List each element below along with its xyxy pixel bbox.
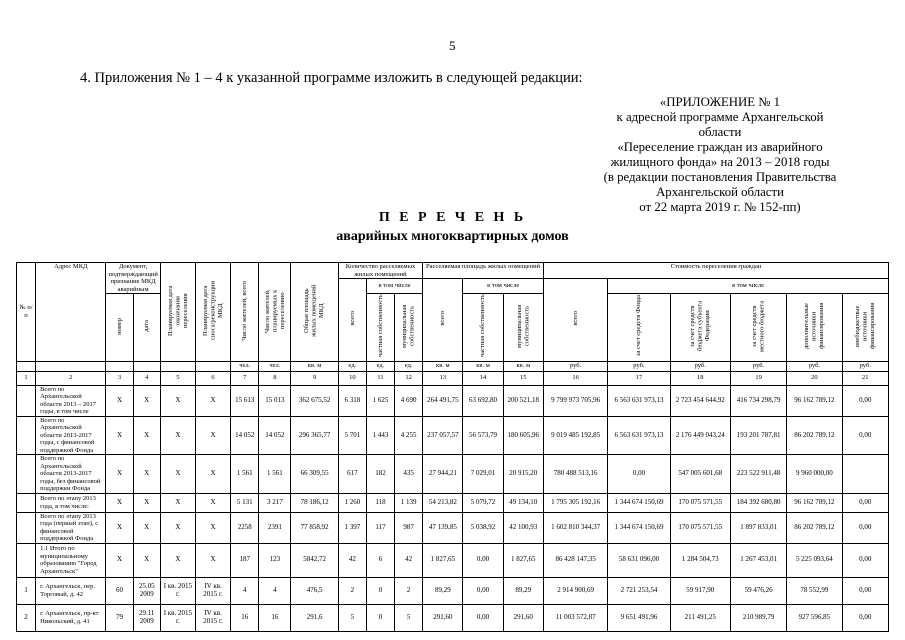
table-row — [17, 416, 889, 455]
table-cell: 27 944,21 — [423, 455, 463, 494]
appendix-line: от 22 марта 2019 г. № 152-пп) — [639, 200, 801, 214]
table-cell: 29.11 2009 — [133, 604, 160, 631]
appendix-line: «Переселение граждан из аварийного — [617, 140, 823, 154]
hdr-area-incl: в том числе — [463, 279, 543, 294]
column-number-cell: 1 — [17, 371, 36, 385]
table-cell: 78 186,12 — [291, 493, 338, 512]
table-cell: 1 827,65 — [423, 543, 463, 577]
table-cell — [17, 493, 36, 512]
column-number-cell: 12 — [395, 371, 423, 385]
table-cell: X — [106, 512, 133, 543]
document-title: П Е Р Е Ч Е Н Ь — [378, 210, 527, 225]
table-cell: 187 — [231, 543, 259, 577]
appendix-line: жилищного фонда» на 2013 – 2018 годы — [610, 155, 830, 169]
hdr-area-total: Общая площадь жилых помещений МКД — [291, 263, 338, 362]
table-cell: 79 — [106, 604, 133, 631]
hdr-num: № п/п — [17, 263, 36, 362]
address-cell: г. Архангельск, пр-кт Никольский, д. 41 — [36, 604, 106, 631]
table-cell: 0,00 — [842, 493, 888, 512]
table-cell: X — [195, 493, 230, 512]
unit-cell: руб. — [842, 361, 888, 371]
table-cell: X — [160, 416, 195, 455]
table-cell: 211 491,25 — [670, 604, 730, 631]
appendix-header — [600, 95, 840, 215]
hdr-count-municipal: муниципальная собственность — [395, 294, 423, 362]
table-cell: 49 134,10 — [503, 493, 543, 512]
table-cell: 96 162 789,12 — [787, 385, 842, 416]
column-number-cell: 19 — [730, 371, 786, 385]
table-row — [17, 512, 889, 543]
table-cell: 0,00 — [463, 577, 503, 604]
table-cell: 89,29 — [423, 577, 463, 604]
table-cell: 0,00 — [842, 512, 888, 543]
table-cell: 223 522 911,48 — [730, 455, 786, 494]
table-cell: 15 613 — [231, 385, 259, 416]
hdr-people-total: Число жителей, всего — [231, 263, 259, 362]
table-cell: 59 917,90 — [670, 577, 730, 604]
intro-paragraph: 4. Приложения № 1 – 4 к указанной программе изложить в следующей редакции: — [80, 70, 583, 86]
hdr-doc-number: номер — [106, 294, 133, 362]
table-cell: 1 260 — [338, 493, 366, 512]
column-number-cell: 2 — [36, 371, 106, 385]
table-cell: X — [195, 455, 230, 494]
table-cell: 63 692,80 — [463, 385, 503, 416]
table-cell: 1 561 — [231, 455, 259, 494]
table-cell: 296 365,77 — [291, 416, 338, 455]
table-cell: 20 915,20 — [503, 455, 543, 494]
page-number: 5 — [449, 38, 456, 53]
table-cell: X — [133, 512, 160, 543]
table-cell: 1 344 674 150,69 — [608, 493, 670, 512]
table-cell: IV кв. 2015 г. — [195, 577, 230, 604]
table-cell: 5 701 — [338, 416, 366, 455]
table-cell: X — [195, 543, 230, 577]
table-cell: 780 488 513,16 — [543, 455, 607, 494]
table-cell: 1 397 — [338, 512, 366, 543]
table-cell: 1 561 — [259, 455, 291, 494]
table-cell: 4 — [259, 577, 291, 604]
table-cell: X — [133, 493, 160, 512]
table-cell: 9 960 000,00 — [787, 455, 842, 494]
table-cell: X — [133, 455, 160, 494]
column-number-cell: 3 — [106, 371, 133, 385]
table-cell: 2391 — [259, 512, 291, 543]
table-cell: 42 — [395, 543, 423, 577]
table-cell: X — [106, 543, 133, 577]
hdr-count-group: Количество расселяемых жилых помещений — [338, 263, 422, 279]
table-cell: 5 — [395, 604, 423, 631]
unit-cell: ед. — [395, 361, 423, 371]
table-cell: X — [195, 512, 230, 543]
table-cell: 2 176 449 043,24 — [670, 416, 730, 455]
hdr-people-plan: Число жителей, планируемых к переселению — [259, 263, 291, 362]
table-cell — [17, 416, 36, 455]
table-cell: 193 201 787,81 — [730, 416, 786, 455]
table-row — [17, 385, 889, 416]
table-cell: 927 596,85 — [787, 604, 842, 631]
table-row — [17, 543, 889, 577]
unit-cell: ед. — [366, 361, 394, 371]
table-cell: 2 — [395, 577, 423, 604]
table-cell: I кв. 2015 г. — [160, 604, 195, 631]
table-cell: 6 563 631 973,13 — [608, 385, 670, 416]
unit-cell: кв. м — [463, 361, 503, 371]
column-number-cell: 10 — [338, 371, 366, 385]
column-number-cell: 8 — [259, 371, 291, 385]
table-cell: 89,29 — [503, 577, 543, 604]
unit-cell: руб. — [787, 361, 842, 371]
table-cell: X — [133, 543, 160, 577]
column-number-cell: 14 — [463, 371, 503, 385]
table-cell: 118 — [366, 493, 394, 512]
table-cell: 3 217 — [259, 493, 291, 512]
table-cell: 54 213,82 — [423, 493, 463, 512]
unit-cell: ед. — [338, 361, 366, 371]
table-cell — [17, 385, 36, 416]
houses-table — [16, 262, 889, 632]
table-cell — [17, 543, 36, 577]
document-subtitle: аварийных многоквартирных домов — [336, 229, 569, 244]
table-cell: 1 139 — [395, 493, 423, 512]
table-cell: 0,00 — [842, 416, 888, 455]
unit-cell: руб. — [543, 361, 607, 371]
table-cell: 291,60 — [423, 604, 463, 631]
table-cell: 77 858,92 — [291, 512, 338, 543]
column-number-cell: 20 — [787, 371, 842, 385]
unit-cell: кв. м — [423, 361, 463, 371]
table-cell: 14 052 — [231, 416, 259, 455]
table-cell: 86 428 147,35 — [543, 543, 607, 577]
hdr-cost-surplus: внебюджетные источники финансирования — [842, 294, 888, 362]
table-cell: 9 651 491,96 — [608, 604, 670, 631]
table-cell: 15 013 — [259, 385, 291, 416]
table-cell: X — [195, 385, 230, 416]
table-cell: 617 — [338, 455, 366, 494]
column-number-cell: 18 — [670, 371, 730, 385]
hdr-document: Документ, подтверждающий признание МКД аварийным — [106, 263, 160, 294]
table-cell: 0,00 — [608, 455, 670, 494]
column-number-cell: 9 — [291, 371, 338, 385]
table-cell: 9 799 973 705,96 — [543, 385, 607, 416]
address-cell: Всего по Архангельской области 2013-2017 годы, с финансовой поддержкой Фонда — [36, 416, 106, 455]
table-cell: 5842,72 — [291, 543, 338, 577]
table-row — [17, 604, 889, 631]
table-cell: 56 573,79 — [463, 416, 503, 455]
table-cell: 1 795 305 192,16 — [543, 493, 607, 512]
column-number-cell: 6 — [195, 371, 230, 385]
table-cell: 416 734 298,79 — [730, 385, 786, 416]
table-cell: 362 675,52 — [291, 385, 338, 416]
table-cell: 5 038,92 — [463, 512, 503, 543]
table-cell: 1 897 833,01 — [730, 512, 786, 543]
table-cell: 4 690 — [395, 385, 423, 416]
table-cell: 117 — [366, 512, 394, 543]
table-cell: 0,00 — [842, 577, 888, 604]
table-cell: 180 605,96 — [503, 416, 543, 455]
table-cell: 1 443 — [366, 416, 394, 455]
table-cell: X — [106, 416, 133, 455]
hdr-plan-end: Планируемая дата окончания переселения — [160, 263, 195, 362]
table-cell: 86 202 789,12 — [787, 512, 842, 543]
table-cell: 78 552,99 — [787, 577, 842, 604]
table-cell: 237 057,57 — [423, 416, 463, 455]
column-number-cell: 5 — [160, 371, 195, 385]
table-cell: X — [106, 493, 133, 512]
table-cell: 1 344 674 150,69 — [608, 512, 670, 543]
table-cell: X — [160, 512, 195, 543]
table-cell: X — [160, 493, 195, 512]
table-cell: 16 — [231, 604, 259, 631]
table-cell: 2 723 454 644,92 — [670, 385, 730, 416]
table-cell: 96 162 789,12 — [787, 493, 842, 512]
table-cell: 1 625 — [366, 385, 394, 416]
table-cell: 59 476,26 — [730, 577, 786, 604]
hdr-doc-date: дата — [133, 294, 160, 362]
column-number-cell: 15 — [503, 371, 543, 385]
hdr-cost-incl: в том числе — [608, 279, 889, 294]
table-cell: X — [133, 385, 160, 416]
table-cell: 6 563 631 973,13 — [608, 416, 670, 455]
table-cell: 170 075 571,55 — [670, 493, 730, 512]
hdr-count-total: всего — [338, 279, 366, 362]
table-cell: X — [106, 385, 133, 416]
table-cell: X — [106, 455, 133, 494]
hdr-area-municipal: муниципальная собственность — [503, 294, 543, 362]
table-cell: 0 — [366, 577, 394, 604]
column-number-cell: 17 — [608, 371, 670, 385]
table-cell: 42 — [338, 543, 366, 577]
unit-cell: руб. — [608, 361, 670, 371]
hdr-cost-extra: дополнительные источники финансирования — [787, 294, 842, 362]
table-cell: 0 — [366, 604, 394, 631]
table-cell: X — [195, 416, 230, 455]
appendix-line: к адресной программе Архангельской области — [616, 110, 824, 139]
table-cell: 182 — [366, 455, 394, 494]
table-cell: X — [160, 455, 195, 494]
table-cell: 2 721 253,54 — [608, 577, 670, 604]
table-cell: 5 079,72 — [463, 493, 503, 512]
unit-cell: руб. — [670, 361, 730, 371]
hdr-count-incl: в том числе — [366, 279, 422, 294]
address-cell: Всего по этапу 2013 года (первый этап), с финансовой поддержкой Фонда — [36, 512, 106, 543]
column-number-cell: 16 — [543, 371, 607, 385]
table-cell: 7 029,01 — [463, 455, 503, 494]
hdr-cost-group: Стоимость переселения граждан — [543, 263, 888, 279]
table-cell: IV кв. 2015 г. — [195, 604, 230, 631]
table-cell: 291,60 — [503, 604, 543, 631]
appendix-line: Архангельской области — [656, 185, 784, 199]
appendix-line: «ПРИЛОЖЕНИЕ № 1 — [659, 95, 781, 109]
appendix-line: (в редакции постановления Правительства — [603, 170, 837, 184]
table-cell — [17, 512, 36, 543]
unit-cell: кв. м — [503, 361, 543, 371]
table-cell: 11 003 572,87 — [543, 604, 607, 631]
table-cell: 0,00 — [842, 385, 888, 416]
table-cell: 4 — [231, 577, 259, 604]
table-cell: 987 — [395, 512, 423, 543]
table-cell: 1 827,65 — [503, 543, 543, 577]
hdr-plan-demolition: Планируемая дата сноса/реконструкции МКД — [195, 263, 230, 362]
hdr-cost-local: за счет средств местного бюджета — [730, 294, 786, 362]
table-cell: 66 309,55 — [291, 455, 338, 494]
table-cell: 14 052 — [259, 416, 291, 455]
table-cell: 435 — [395, 455, 423, 494]
unit-cell: чел. — [259, 361, 291, 371]
table-cell: 1 — [17, 577, 36, 604]
unit-cell: кв. м — [291, 361, 338, 371]
table-cell: 170 075 571,55 — [670, 512, 730, 543]
column-number-cell: 13 — [423, 371, 463, 385]
table-cell: 2 914 900,69 — [543, 577, 607, 604]
table-cell: X — [133, 416, 160, 455]
table-cell: 5 — [338, 604, 366, 631]
address-cell: 1.1 Итого по муниципальному образованию "Город Архангельск" — [36, 543, 106, 577]
table-cell: X — [160, 543, 195, 577]
hdr-cost-total: всего — [543, 279, 607, 362]
hdr-cost-fund: за счет средств Фонда — [608, 294, 670, 362]
hdr-area-group: Расселяемая площадь жилых помещений — [423, 263, 544, 279]
address-cell: Всего по Архангельской области 2013-2017 годы, без финансовой поддержки Фонда — [36, 455, 106, 494]
table-cell: 123 — [259, 543, 291, 577]
column-number-cell: 4 — [133, 371, 160, 385]
hdr-count-private: частная собственность — [366, 294, 394, 362]
table-cell: 47 139,85 — [423, 512, 463, 543]
table-cell: 6 318 — [338, 385, 366, 416]
table-cell: 476,5 — [291, 577, 338, 604]
table-cell: 0,00 — [842, 543, 888, 577]
table-cell: 0,00 — [842, 604, 888, 631]
table-cell: 210 989,79 — [730, 604, 786, 631]
table-cell: 200 521,18 — [503, 385, 543, 416]
table-cell — [17, 455, 36, 494]
address-cell: Всего по этапу 2013 года, в том числе: — [36, 493, 106, 512]
column-number-row — [17, 371, 889, 385]
table-cell: 1 602 810 344,37 — [543, 512, 607, 543]
table-cell: 9 019 485 192,85 — [543, 416, 607, 455]
table-cell: 547 005 601,68 — [670, 455, 730, 494]
hdr-cost-region: за счет средств бюджета субъекта Федерации — [670, 294, 730, 362]
table-cell: 0,00 — [463, 604, 503, 631]
table-cell: 60 — [106, 577, 133, 604]
table-cell: 2 — [17, 604, 36, 631]
table-cell: X — [160, 385, 195, 416]
table-cell: 2 — [338, 577, 366, 604]
table-cell: 264 491,75 — [423, 385, 463, 416]
table-cell: I кв. 2015 г. — [160, 577, 195, 604]
table-cell: 1 267 453,01 — [730, 543, 786, 577]
table-row — [17, 493, 889, 512]
table-cell: 1 284 504,73 — [670, 543, 730, 577]
table-cell: 58 631 096,00 — [608, 543, 670, 577]
table-row — [17, 577, 889, 604]
table-cell: 5 225 093,64 — [787, 543, 842, 577]
table-cell: 86 202 789,12 — [787, 416, 842, 455]
address-cell: г. Архангельск, пер. Торговый, д. 42 — [36, 577, 106, 604]
unit-cell: руб. — [730, 361, 786, 371]
table-cell — [842, 455, 888, 494]
address-cell: Всего по Архангельской области 2013 – 2017 годы, в том числе — [36, 385, 106, 416]
column-number-cell: 21 — [842, 371, 888, 385]
units-row — [17, 361, 889, 371]
table-cell: 2258 — [231, 512, 259, 543]
table-cell: 25.05 2009 — [133, 577, 160, 604]
table-cell: 291,6 — [291, 604, 338, 631]
hdr-address: Адрес МКД — [36, 263, 106, 362]
table-cell: 5 131 — [231, 493, 259, 512]
table-cell: 4 255 — [395, 416, 423, 455]
table-row — [17, 455, 889, 494]
column-number-cell: 7 — [231, 371, 259, 385]
column-number-cell: 11 — [366, 371, 394, 385]
unit-cell: чел. — [231, 361, 259, 371]
table-cell: 184 392 680,80 — [730, 493, 786, 512]
table-cell: 42 100,93 — [503, 512, 543, 543]
table-cell: 6 — [366, 543, 394, 577]
hdr-area-private: частная собственность — [463, 294, 503, 362]
table-cell: 16 — [259, 604, 291, 631]
table-cell: 0,00 — [463, 543, 503, 577]
hdr-area-sum: всего — [423, 279, 463, 362]
